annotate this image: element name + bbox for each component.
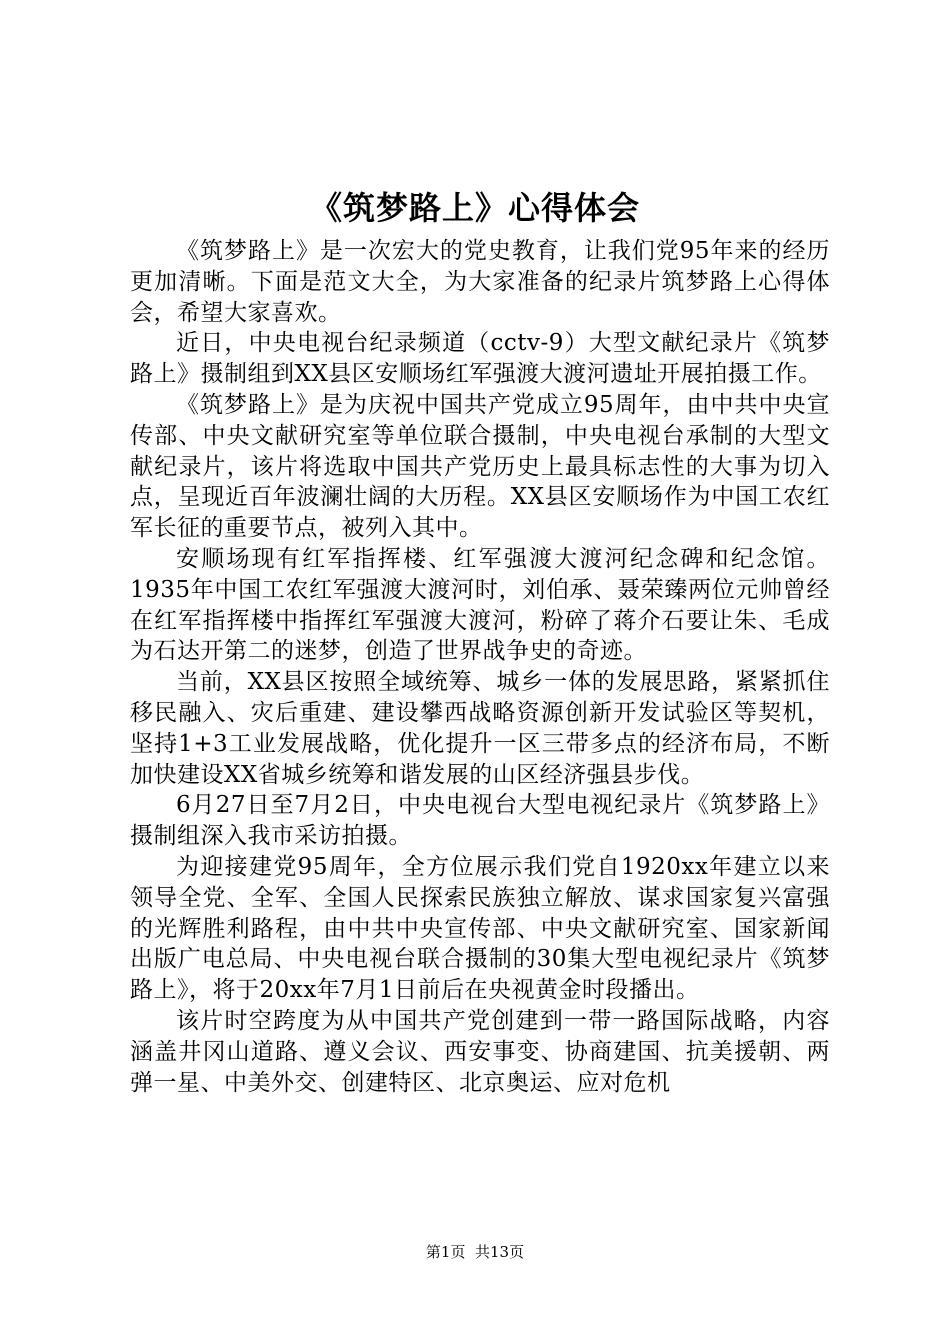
paragraph: 为迎接建党95周年，全方位展示我们党自1920xx年建立以来领导全党、全军、全国人民探索民族独立解放、谋求国家复兴富强的光辉胜利路程，由中共中央宣传部、中央文献研究室、国家新闻出版广电总局、中央电视台联合摄制的30集大型电视纪录片《筑梦路上》，将于20xx年7月1日前后在央视黄金时段播出。 [130,853,830,1004]
page-total: 共13页 [475,1243,525,1261]
paragraph: 该片时空跨度为从中国共产党创建到一带一路国际战略，内容涵盖井冈山道路、遵义会议、西安事变、协商建国、抗美援朝、两弹一星、中美外交、创建特区、北京奥运、应对危机 [130,1007,830,1096]
paragraph: 安顺场现有红军指挥楼、红军强渡大渡河纪念碑和纪念馆。1935年中国工农红军强渡大渡河时，刘伯承、聂荣臻两位元帅曾经在红军指挥楼中指挥红军强渡大渡河，粉碎了蒋介石要让朱、毛成为石达开第二的迷梦，创造了世界战争史的奇迹。 [130,545,830,665]
paragraph: 6月27日至7月2日，中央电视台大型电视纪录片《筑梦路上》摄制组深入我市采访拍摄。 [130,792,830,850]
page-number: 第1页 [425,1243,466,1261]
paragraph: 近日，中央电视台纪录频道（cctv-9）大型文献纪录片《筑梦路上》摄制组到XX县区安顺场红军强渡大渡河遗址开展拍摄工作。 [130,330,830,388]
paragraph: 当前，XX县区按照全域统筹、城乡一体的发展思路，紧紧抓住移民融入、灾后重建、建设攀西战略资源创新开发试验区等契机，坚持1+3工业发展战略，优化提升一区三带多点的经济布局，不断加快建设XX省城乡统筹和谐发展的山区经济强县步伐。 [130,669,830,788]
document-title: 《筑梦路上》心得体会 [309,189,640,227]
paragraph: 《筑梦路上》是一次宏大的党史教育，让我们党95年来的经历更加清晰。下面是范文大全，为大家准备的纪录片筑梦路上心得体会，希望大家喜欢。 [130,238,830,326]
document-body [130,236,830,1098]
paragraph: 《筑梦路上》是为庆祝中国共产党成立95周年，由中共中央宣传部、中央文献研究室等单位联合摄制，中央电视台承制的大型文献纪录片，该片将选取中国共产党历史上最具标志性的大事为切入点，呈现近百年波澜壮阔的大历程。XX县区安顺场作为中国工农红军长征的重要节点，被列入其中。 [130,391,830,542]
page-footer [0,1242,950,1262]
